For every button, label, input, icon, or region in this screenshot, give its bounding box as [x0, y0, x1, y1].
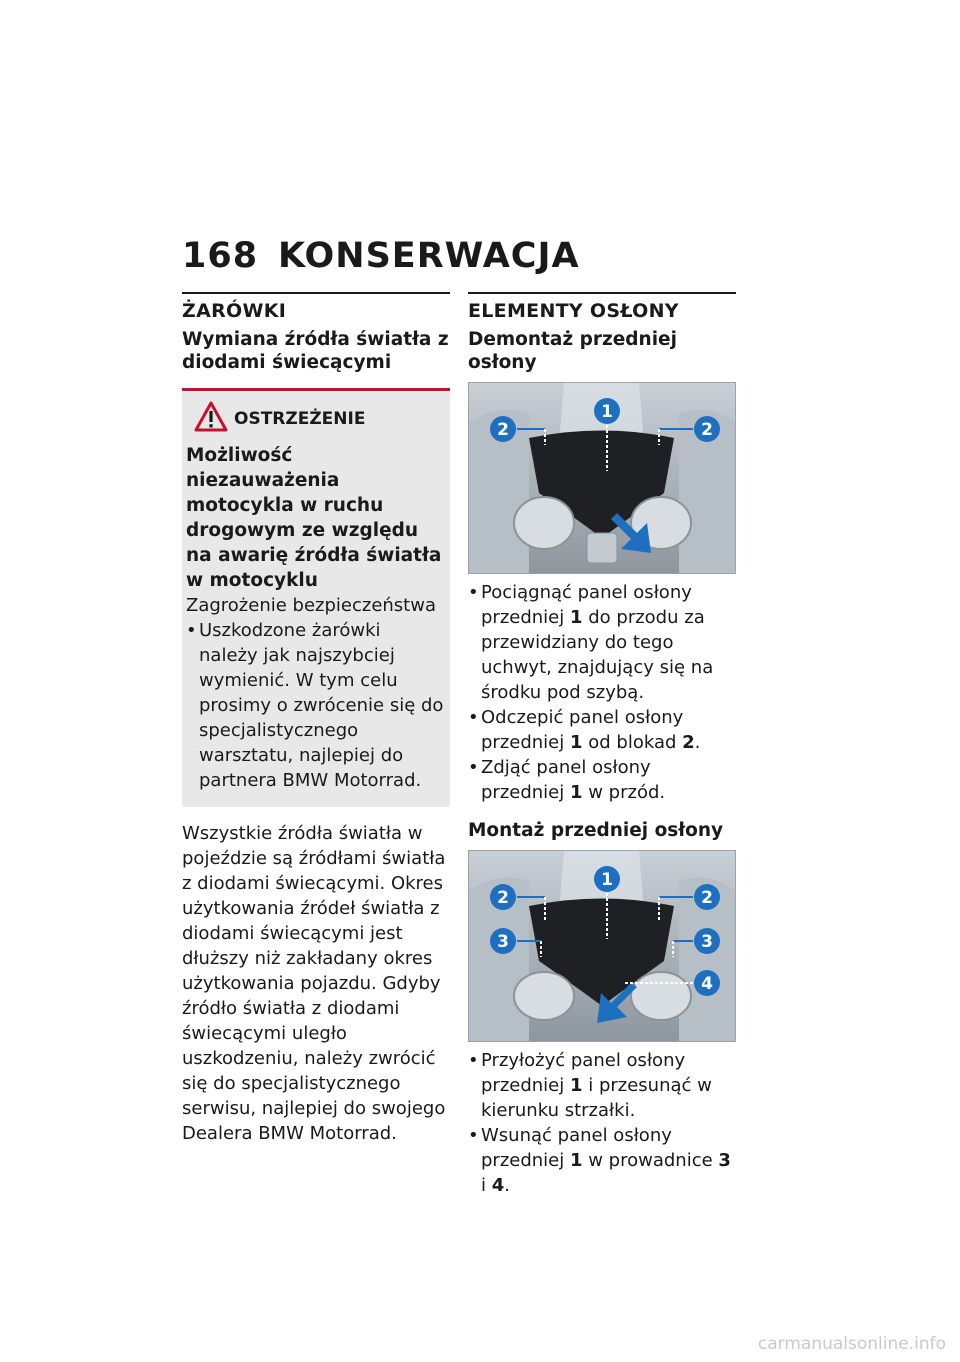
- install-illustration: [468, 850, 736, 1042]
- front-panel-removal-image: [469, 383, 735, 573]
- warning-header: [186, 401, 444, 439]
- list-item: • Uszkodzone żarówki należy jak najszybciej wymienić. W tym celu prosimy o zwrócenie się do specjalistycznego warsztatu, najlepiej do partnera BMW Motorrad.: [186, 618, 444, 793]
- warning-triangle-icon: [194, 401, 228, 433]
- page-header: [182, 236, 580, 276]
- callout-label: 3: [701, 932, 713, 952]
- ref-number: 1: [569, 782, 583, 803]
- section-title-bulbs: ŻARÓWKI: [182, 300, 287, 322]
- page-number: 168: [182, 236, 259, 276]
- warning-label: OSTRZEŻENIE: [234, 409, 366, 429]
- right-column: [468, 292, 736, 1198]
- ref-number: 2: [682, 732, 695, 753]
- ref-number: 3: [718, 1150, 731, 1171]
- removal-steps: [468, 580, 736, 805]
- section-title-trim: ELEMENTY OSŁONY: [468, 300, 679, 322]
- callout-label: 2: [497, 420, 509, 440]
- removal-illustration: [468, 382, 736, 574]
- warning-headline: Możliwość niezauważenia motocykla w ruchu drogowym ze względu na awarię źródła światła w motocyklu: [186, 445, 442, 591]
- warning-box: [182, 388, 450, 807]
- list-item: • Przyłożyć panel osłony przedniej 1 i przesunąć w kierunku strzałki.: [468, 1048, 736, 1123]
- watermark: carmanualsonline.info: [757, 1334, 946, 1354]
- warning-bullets: [186, 618, 444, 793]
- front-panel-install-image: [469, 851, 735, 1041]
- subtitle-install: Montaż przedniej osłony: [468, 820, 724, 841]
- callout-label: 3: [497, 932, 509, 952]
- warning-hazard: Zagrożenie bezpieczeństwa: [186, 595, 436, 616]
- section-rule: [182, 292, 450, 294]
- chapter-title: KONSERWACJA: [278, 236, 580, 276]
- ref-number: 1: [569, 1075, 583, 1096]
- callout-label: 4: [701, 974, 713, 994]
- list-item: • Odczepić panel osłony przedniej 1 od blokad 2.: [468, 705, 736, 755]
- ref-number: 1: [569, 1150, 583, 1171]
- section-rule: [468, 292, 736, 294]
- callout-label: 2: [701, 888, 713, 908]
- callout-label: 2: [701, 420, 713, 440]
- body-paragraph: Wszystkie źródła światła w pojeździe są źródłami światła z diodami świecącymi. Okres użytkowania źródeł światła z diodami świecącymi jest dłuższy niż zakładany okres użytkowania pojazdu. Gdyby źródło światła z diodami świecącymi uległo uszkodzeniu, należy zwrócić się do specjalistycznego serwisu, najlepiej do swojego Dealera BMW Motorrad.: [182, 823, 446, 1144]
- list-item: • Zdjąć panel osłony przedniej 1 w przód.: [468, 755, 736, 805]
- ref-number: 1: [569, 732, 583, 753]
- ref-number: 1: [569, 607, 583, 628]
- list-item: • Pociągnąć panel osłony przedniej 1 do przodu za przewidziany do tego uchwyt, znajdujący się na środku pod szybą.: [468, 580, 736, 705]
- ref-number: 4: [491, 1175, 505, 1196]
- callout-label: 1: [601, 402, 613, 422]
- callout-label: 2: [497, 888, 509, 908]
- subtitle-led: Wymiana źródła światła z diodami świecącymi: [182, 329, 449, 373]
- list-item: • Wsunąć panel osłony przedniej 1 w prowadnice 3 i 4.: [468, 1123, 736, 1198]
- callout-label: 1: [601, 870, 613, 890]
- subtitle-removal: Demontaż przedniej osłony: [468, 329, 677, 373]
- install-steps: [468, 1048, 736, 1198]
- left-column: [182, 292, 450, 1146]
